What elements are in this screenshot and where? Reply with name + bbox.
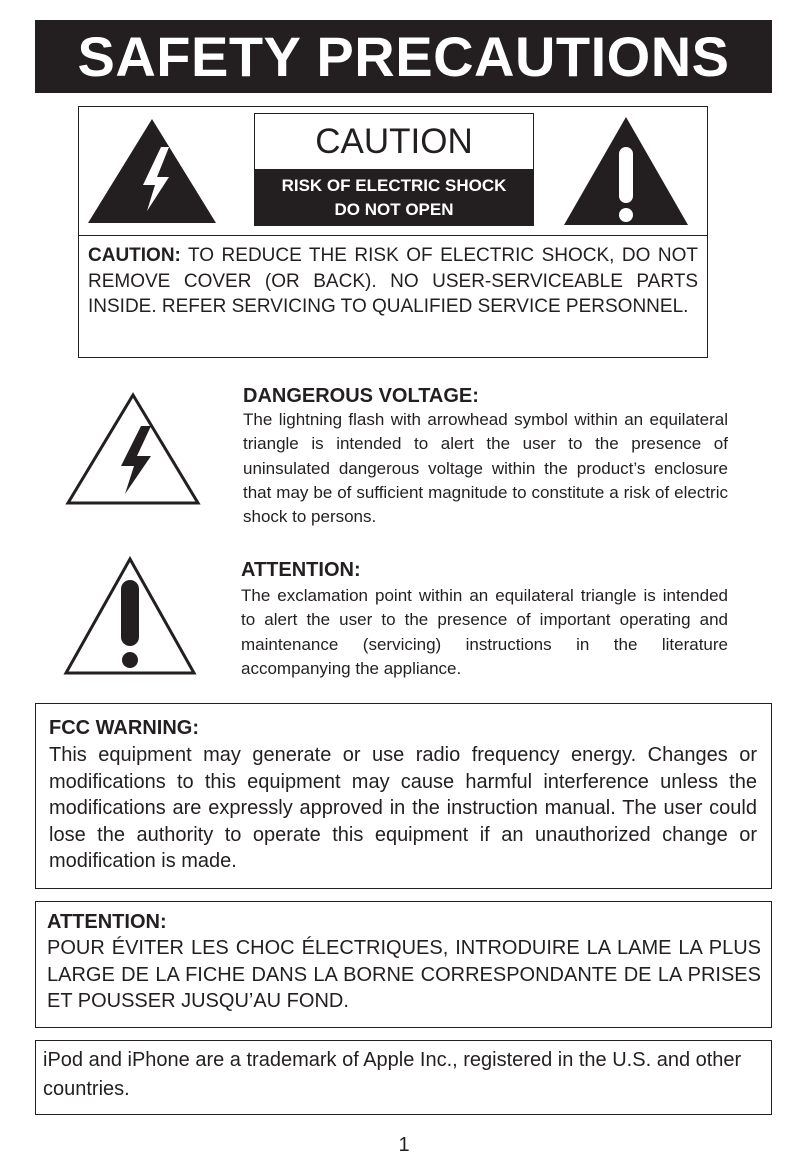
- caution-divider: [79, 235, 707, 236]
- page-number: 1: [398, 1134, 410, 1156]
- fcc-warning-box: [35, 703, 772, 889]
- trademark-text: iPod and iPhone are a trademark of Apple Inc., registered in the U.S. and other countries.: [43, 1049, 742, 1100]
- caution-label: [254, 113, 534, 226]
- page-title: SAFETY PRECAUTIONS: [35, 20, 772, 93]
- attention-french-heading: ATTENTION:: [47, 911, 167, 933]
- dangerous-voltage-heading: DANGEROUS VOLTAGE:: [243, 385, 479, 407]
- attention-french-box: [35, 901, 772, 1028]
- shock-warning-line-1: RISK OF ELECTRIC SHOCK: [281, 176, 507, 195]
- attention-symbol-body: The exclamation point within an equilateral triangle is intended to alert the user to the presence of important operating and maintenance (servicing) instructions in the literature accompanying the appliance.: [241, 586, 728, 678]
- shock-warning-label: [255, 169, 533, 225]
- lightning-warning-icon: [87, 119, 217, 225]
- caution-word: CAUTION: [315, 122, 473, 161]
- attention-french-body: POUR ÉVITER LES CHOC ÉLECTRIQUES, INTRODUIRE LA LAME LA PLUS LARGE DE LA FICHE DANS LA BORNE CORRESPONDANTE DE LA PRISES ET POUSSER JUSQU’AU FOND.: [47, 937, 761, 1012]
- caution-box: [78, 106, 708, 358]
- lightning-triangle-icon: [65, 392, 201, 506]
- trademark-box: [35, 1040, 772, 1115]
- dangerous-voltage-body: The lightning flash with arrowhead symbol within an equilateral triangle is intended to alert the user to the presence of uninsulated dangerous voltage within the product’s enclosure that may be of sufficient magnitude to constitute a risk of electric shock to persons.: [243, 410, 728, 527]
- exclamation-triangle-icon: [63, 556, 197, 676]
- caution-text-lead: CAUTION:: [88, 245, 181, 266]
- attention-symbol-heading: ATTENTION:: [241, 559, 361, 581]
- caution-text: [88, 243, 698, 320]
- shock-warning-line-2: DO NOT OPEN: [334, 200, 454, 219]
- exclamation-warning-icon: [563, 117, 689, 227]
- fcc-warning-body: This equipment may generate or use radio frequency energy. Changes or modifications to this equipment may cause harmful interference unless the modifications are expressly approved in the instruction manual. The user could lose the authority to operate this equipment if an unauthorized change or modification is made.: [49, 744, 757, 872]
- caution-text-body: TO REDUCE THE RISK OF ELECTRIC SHOCK, DO NOT REMOVE COVER (OR BACK). NO USER-SERVICEABLE PARTS INSIDE. REFER SERVICING TO QUALIFIED SERVICE PERSONNEL.: [88, 245, 698, 317]
- fcc-warning-heading: FCC WARNING:: [49, 717, 199, 739]
